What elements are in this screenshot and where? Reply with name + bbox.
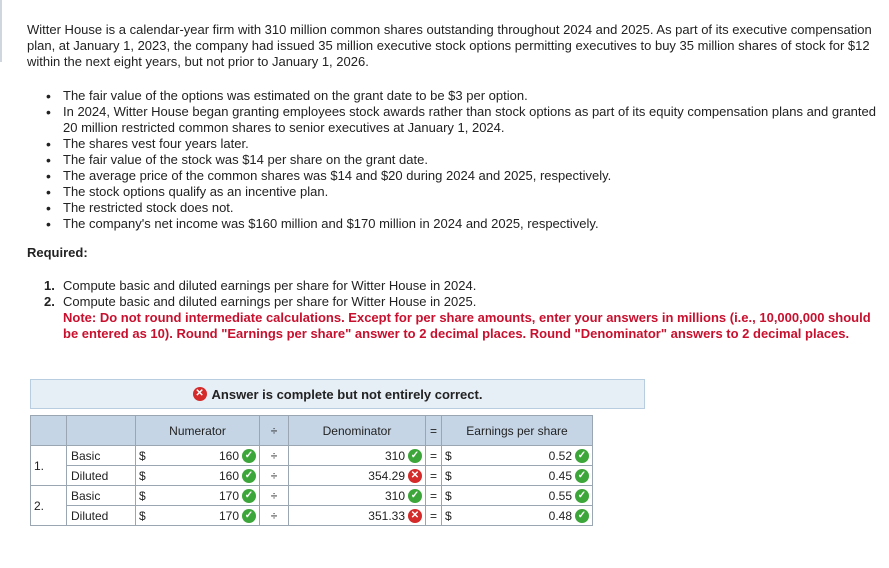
header-numerator: Numerator <box>136 416 260 446</box>
requirement-item <box>44 278 874 294</box>
currency-symbol: $ <box>442 486 468 506</box>
header-equals: = <box>426 416 442 446</box>
required-heading: Required: <box>27 245 88 260</box>
answer-status-banner <box>30 379 645 409</box>
currency-symbol: $ <box>136 446 162 466</box>
requirement-number: 2. <box>44 294 55 309</box>
equals-sign: = <box>426 446 442 466</box>
facts-list <box>34 88 883 232</box>
correct-check-icon: ✓ <box>575 469 589 483</box>
header-blank <box>31 416 67 446</box>
denominator-value: 354.29 <box>368 468 405 483</box>
fact-item: • In 2024, Witter House began granting employees stock awards rather than stock options as part of its equity compensation plans and granted 20 million restricted common shares to senior executives at January 1, 2024. <box>63 104 883 136</box>
correct-check-icon: ✓ <box>575 509 589 523</box>
eps-value: 0.48 <box>548 508 572 523</box>
incorrect-x-icon: ✕ <box>408 469 422 483</box>
left-edge-bar <box>0 0 2 62</box>
denominator-value: 310 <box>384 448 405 463</box>
eps-value: 0.45 <box>548 468 572 483</box>
currency-symbol: $ <box>442 506 468 526</box>
denominator-input[interactable] <box>289 446 426 466</box>
numerator-value: 160 <box>218 448 239 463</box>
requirement-text: Compute basic and diluted earnings per share for Witter House in 2025. <box>63 294 477 309</box>
currency-symbol: $ <box>136 466 162 486</box>
eps-input[interactable] <box>468 466 593 486</box>
divide-sign: ÷ <box>260 506 289 526</box>
correct-check-icon: ✓ <box>575 449 589 463</box>
row-label: Basic <box>67 446 136 466</box>
eps-value: 0.52 <box>548 448 572 463</box>
correct-check-icon: ✓ <box>575 489 589 503</box>
incorrect-x-icon: ✕ <box>408 509 422 523</box>
correct-check-icon: ✓ <box>242 509 256 523</box>
header-blank <box>67 416 136 446</box>
requirement-text: Compute basic and diluted earnings per share for Witter House in 2024. <box>63 278 477 293</box>
table-row <box>31 486 593 506</box>
currency-symbol: $ <box>136 486 162 506</box>
requirements-list <box>44 278 874 310</box>
correct-check-icon: ✓ <box>408 449 422 463</box>
header-denominator: Denominator <box>289 416 426 446</box>
numerator-value: 170 <box>218 508 239 523</box>
numerator-input[interactable] <box>162 466 260 486</box>
numerator-input[interactable] <box>162 446 260 466</box>
correct-check-icon: ✓ <box>408 489 422 503</box>
row-label: Basic <box>67 486 136 506</box>
table-row <box>31 466 593 486</box>
denominator-input[interactable] <box>289 506 426 526</box>
row-group-number: 1. <box>31 446 67 486</box>
fact-item: • The stock options qualify as an incentive plan. <box>63 184 883 200</box>
denominator-input[interactable] <box>289 466 426 486</box>
fact-item: • The company's net income was $160 million and $170 million in 2024 and 2025, respectively. <box>63 216 883 232</box>
numerator-input[interactable] <box>162 486 260 506</box>
equals-sign: = <box>426 486 442 506</box>
row-group-number: 2. <box>31 486 67 526</box>
table-row <box>31 446 593 466</box>
requirement-item <box>44 294 874 310</box>
numerator-value: 170 <box>218 488 239 503</box>
requirement-number: 1. <box>44 278 55 293</box>
denominator-value: 310 <box>384 488 405 503</box>
fact-item: • The restricted stock does not. <box>63 200 883 216</box>
fact-item: • The fair value of the stock was $14 per share on the grant date. <box>63 152 883 168</box>
currency-symbol: $ <box>136 506 162 526</box>
row-label: Diluted <box>67 466 136 486</box>
correct-check-icon: ✓ <box>242 449 256 463</box>
instructions-note: Note: Do not round intermediate calculations. Except for per share amounts, enter your answers in millions (i.e., 10,000,000 should be entered as 10). Round "Earnings per share" answer to 2 decimal places. Round "Denominator" answers to 2 decimal places. <box>63 310 871 341</box>
correct-check-icon: ✓ <box>242 469 256 483</box>
fact-item: • The shares vest four years later. <box>63 136 883 152</box>
equals-sign: = <box>426 506 442 526</box>
currency-symbol: $ <box>442 446 468 466</box>
numerator-input[interactable] <box>162 506 260 526</box>
denominator-input[interactable] <box>289 486 426 506</box>
divide-sign: ÷ <box>260 446 289 466</box>
table-header-row <box>31 416 593 446</box>
header-divide: ÷ <box>260 416 289 446</box>
eps-input[interactable] <box>468 486 593 506</box>
incorrect-icon: ✕ <box>193 387 207 401</box>
eps-value: 0.55 <box>548 488 572 503</box>
fact-item: • The fair value of the options was estimated on the grant date to be $3 per option. <box>63 88 883 104</box>
table-row <box>31 506 593 526</box>
numerator-value: 160 <box>218 468 239 483</box>
fact-item: • The average price of the common shares was $14 and $20 during 2024 and 2025, respectively. <box>63 168 883 184</box>
answer-status-text: Answer is complete but not entirely correct. <box>211 386 483 402</box>
row-label: Diluted <box>67 506 136 526</box>
header-eps: Earnings per share <box>442 416 593 446</box>
equals-sign: = <box>426 466 442 486</box>
correct-check-icon: ✓ <box>242 489 256 503</box>
eps-input[interactable] <box>468 446 593 466</box>
eps-input[interactable] <box>468 506 593 526</box>
divide-sign: ÷ <box>260 486 289 506</box>
eps-answer-table <box>30 415 593 526</box>
denominator-value: 351.33 <box>368 508 405 523</box>
currency-symbol: $ <box>442 466 468 486</box>
divide-sign: ÷ <box>260 466 289 486</box>
problem-intro: Witter House is a calendar-year firm with 310 million common shares outstanding throughout 2024 and 2025. As part of its executive compensation plan, at January 1, 2023, the company had issued 35 million executive stock options permitting executives to buy 35 million shares of stock for $12 within the next eight years, but not prior to January 1, 2026. <box>27 22 872 69</box>
